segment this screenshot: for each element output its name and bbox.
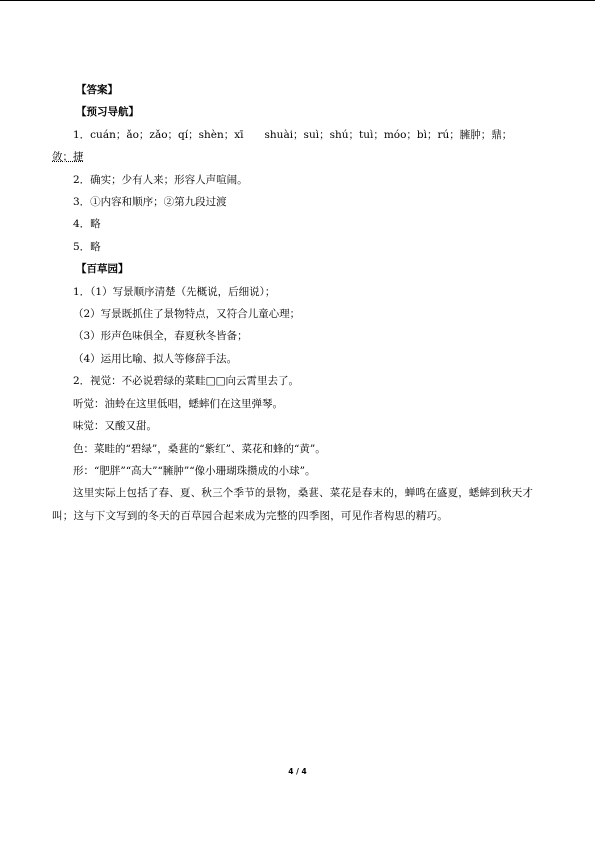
preview-item-1: 1．cuán；ǎo；zǎo；qí；shèn；xī shuài；suì；shú；tuì；móo；bì；rú；臃肿；鼎； <box>73 128 513 141</box>
garden-item-1-4: （4）运用比喻、拟人等修辞手法。 <box>73 352 238 365</box>
garden-item-2: 2．视觉：不必说碧绿的菜畦□□向云霄里去了。 <box>73 375 300 388</box>
preview-item-2: 2．确实；少有人来；形容人声喧闹。 <box>73 173 248 186</box>
garden-item-2-taste: 味觉：又酸又甜。 <box>73 420 157 433</box>
garden-item-2-hearing: 听觉：油蛉在这里低唱，蟋蟀们在这里弹琴。 <box>73 397 283 410</box>
preview-item-1-continued <box>52 146 544 168</box>
answer-heading: 【答案】 <box>76 84 118 96</box>
header-rule <box>0 0 595 1</box>
closing-paragraph: 这里实际上包括了春、夏、秋三个季节的景物，桑葚、菜花是春末的，蝉鸣在盛夏，蟋蟀到秋天才叫；这与下文写到的冬天的百草园合起来成为完整的四季图，可见作者构思的精巧。 <box>52 487 534 522</box>
garden-item-1-3: （3）形声色味俱全，春夏秋冬皆备； <box>73 330 248 343</box>
garden-item-2-shape: 形：“肥胖”“高大”“臃肿”“像小珊瑚珠攒成的小球”。 <box>73 464 316 477</box>
preview-heading: 【预习导航】 <box>76 106 139 119</box>
preview-item-4: 4．略 <box>73 218 101 231</box>
garden-heading: 【百草园】 <box>76 263 129 276</box>
preview-item-5: 5．略 <box>73 240 101 253</box>
garden-item-2-color: 色：菜畦的“碧绿”，桑葚的“紫红”、菜花和蜂的“黄”。 <box>73 442 326 455</box>
dotted-word: 敛；捷 <box>52 151 84 164</box>
preview-item-3: 3．①内容和顺序；②第九段过渡 <box>73 196 227 209</box>
document-body <box>52 79 544 527</box>
garden-item-1-2: （2）写景既抓住了景物特点，又符合儿童心理； <box>73 308 301 321</box>
page-number: 4 / 4 <box>288 767 307 776</box>
garden-item-1: 1．（1）写景顺序清楚（先概说，后细说）； <box>73 285 276 298</box>
